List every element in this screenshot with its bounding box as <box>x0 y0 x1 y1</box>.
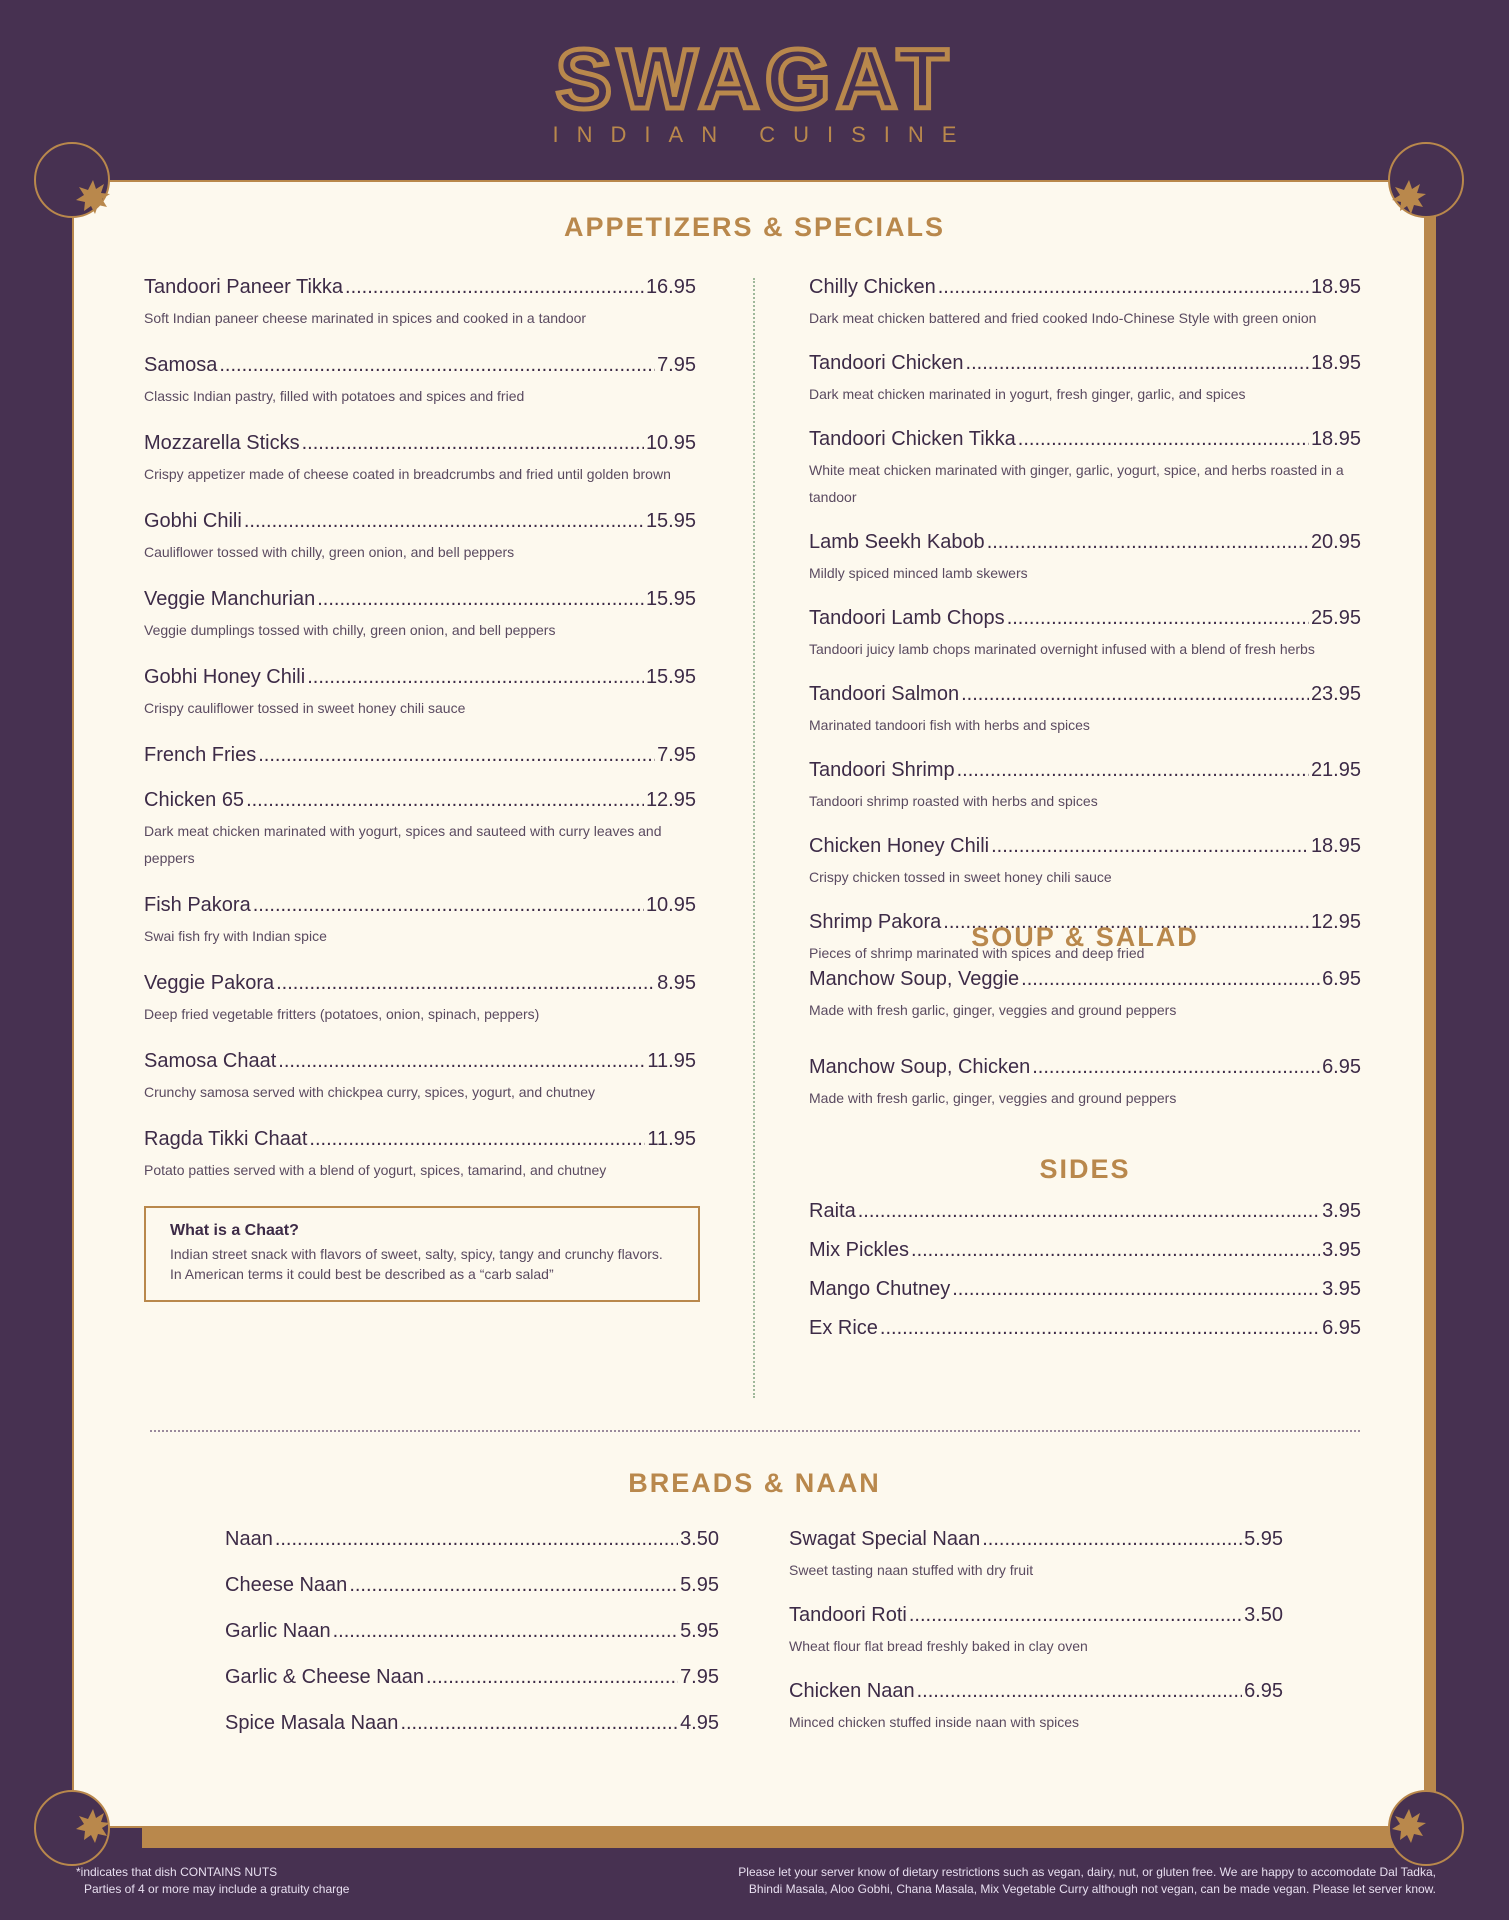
menu-item-price: 6.95 <box>1322 968 1361 990</box>
menu-item-name: Lamb Seekh Kabob <box>809 531 985 553</box>
menu-item-row <box>809 1278 1361 1301</box>
menu-item-price: 15.95 <box>645 666 696 688</box>
soup-salad-list <box>809 968 1361 1144</box>
menu-item <box>809 1278 1361 1301</box>
menu-item-description: Classic Indian pastry, filled with potatoes and spices and fried <box>144 388 525 404</box>
menu-item-description: Crunchy samosa served with chickpea curry, spices, yogurt, and chutney <box>144 1084 596 1100</box>
menu-item-name: Manchow Soup, Veggie <box>809 968 1020 990</box>
menu-item-name: Garlic & Cheese Naan <box>225 1666 424 1688</box>
menu-item-row <box>144 744 696 767</box>
soup-salad-title: SOUP & SALAD <box>971 922 1199 952</box>
menu-item-description: Made with fresh garlic, ginger, veggies and ground peppers <box>809 1002 1177 1018</box>
menu-item-name: Veggie Manchurian <box>144 588 316 610</box>
appetizers-left-column <box>144 276 696 1206</box>
dot-leader <box>957 759 1309 782</box>
menu-item-price: 18.95 <box>1310 835 1361 857</box>
menu-item-name: Gobhi Honey Chili <box>144 666 306 688</box>
menu-item-price: 3.50 <box>1244 1604 1283 1626</box>
sides-list <box>809 1200 1361 1356</box>
menu-item-price: 11.95 <box>647 1128 696 1150</box>
menu-item-name: Swagat Special Naan <box>789 1528 981 1550</box>
dot-leader <box>917 1680 1242 1703</box>
menu-item-row <box>809 968 1361 991</box>
nuts-note: *indicates that dish CONTAINS NUTS <box>76 1865 278 1879</box>
dot-leader <box>309 1128 645 1151</box>
menu-item <box>144 1128 696 1184</box>
menu-item-description: Tandoori shrimp roasted with herbs and spices <box>809 793 1098 809</box>
dot-leader <box>278 1050 645 1073</box>
menu-item-name: Chilly Chicken <box>809 276 936 298</box>
menu-item-description: Swai fish fry with Indian spice <box>144 928 327 944</box>
menu-item-description: Marinated tandoori fish with herbs and spices <box>809 717 1090 733</box>
menu-item <box>809 1056 1361 1112</box>
menu-item-price: 7.95 <box>680 1666 719 1688</box>
menu-item-price: 6.95 <box>1244 1680 1283 1702</box>
dot-leader <box>307 666 644 689</box>
menu-item-row <box>789 1604 1283 1627</box>
menu-item <box>809 428 1361 511</box>
dot-leader <box>258 744 655 767</box>
menu-item-name: Cheese Naan <box>225 1574 348 1596</box>
swagat-logo <box>535 34 975 118</box>
menu-item-price: 15.95 <box>645 588 696 610</box>
menu-item-name: Ragda Tikki Chaat <box>144 1128 308 1150</box>
dot-leader <box>966 352 1309 375</box>
menu-item-row <box>144 789 696 812</box>
menu-item-row <box>144 588 696 611</box>
menu-item-price: 18.95 <box>1310 428 1361 450</box>
tagline: INDIAN CUISINE <box>552 122 975 147</box>
chaat-info-title: What is a Chaat? <box>170 1222 299 1239</box>
menu-item-row <box>225 1666 719 1689</box>
menu-item <box>144 432 696 488</box>
menu-item-name: Chicken 65 <box>144 789 245 811</box>
menu-item-row <box>809 1056 1361 1079</box>
menu-item-price: 20.95 <box>1310 531 1361 553</box>
menu-item-row <box>789 1680 1283 1703</box>
menu-item-row <box>144 276 696 299</box>
menu-item <box>809 759 1361 815</box>
menu-item-name: Manchow Soup, Chicken <box>809 1056 1031 1078</box>
dot-leader <box>1018 428 1309 451</box>
menu-item-price: 7.95 <box>657 744 696 766</box>
menu-item-price: 6.95 <box>1322 1317 1361 1339</box>
dot-leader <box>333 1620 678 1643</box>
menu-item-description: White meat chicken marinated with ginger, garlic, yogurt, spice, and herbs roasted in a tandoor <box>809 462 1344 505</box>
menu-item-price: 5.95 <box>680 1620 719 1642</box>
menu-item <box>225 1712 719 1735</box>
menu-item-name: Ex Rice <box>809 1317 878 1339</box>
menu-item-name: Tandoori Salmon <box>809 683 960 705</box>
brand-header <box>0 34 1509 148</box>
menu-item-name: Mix Pickles <box>809 1239 910 1261</box>
dot-leader <box>952 1278 1320 1301</box>
menu-item-name: Tandoori Shrimp <box>809 759 955 781</box>
dot-leader <box>938 276 1309 299</box>
menu-item-name: Gobhi Chili <box>144 510 242 532</box>
dot-leader <box>302 432 644 455</box>
menu-item <box>144 789 696 872</box>
menu-item-name: Spice Masala Naan <box>225 1712 399 1734</box>
star-burst-icon <box>76 1809 110 1843</box>
menu-item-name: Shrimp Pakora <box>809 911 942 933</box>
dot-leader <box>961 683 1309 706</box>
dot-leader <box>880 1317 1320 1340</box>
menu-item-row <box>144 1128 696 1151</box>
menu-item-description: Veggie dumplings tossed with chilly, green onion, and bell peppers <box>144 622 556 638</box>
menu-item-price: 25.95 <box>1310 607 1361 629</box>
section-divider <box>150 1430 1360 1432</box>
menu-item-name: Raita <box>809 1200 856 1222</box>
dot-leader <box>246 789 644 812</box>
menu-item <box>144 894 696 950</box>
menu-item-row <box>809 683 1361 706</box>
menu-item <box>225 1574 719 1597</box>
menu-item-name: Mango Chutney <box>809 1278 951 1300</box>
menu-item-description: Made with fresh garlic, ginger, veggies and ground peppers <box>809 1090 1177 1106</box>
menu-item-row <box>225 1620 719 1643</box>
menu-item-price: 3.95 <box>1322 1200 1361 1222</box>
menu-item-name: Tandoori Chicken <box>809 352 964 374</box>
menu-item-description: Sweet tasting naan stuffed with dry fruit <box>789 1562 1034 1578</box>
menu-item-price: 16.95 <box>645 276 696 298</box>
menu-item-row <box>144 666 696 689</box>
menu-item-name: Fish Pakora <box>144 894 251 916</box>
menu-item-price: 11.95 <box>647 1050 696 1072</box>
dot-leader <box>1032 1056 1320 1079</box>
menu-item <box>789 1680 1283 1736</box>
menu-item-price: 5.95 <box>1244 1528 1283 1550</box>
menu-item-price: 3.95 <box>1322 1278 1361 1300</box>
menu-item-name: French Fries <box>144 744 257 766</box>
dot-leader <box>244 510 644 533</box>
menu-item-row <box>144 1050 696 1073</box>
menu-item-price: 6.95 <box>1322 1056 1361 1078</box>
menu-item-price: 10.95 <box>645 894 696 916</box>
menu-item <box>809 276 1361 332</box>
menu-item-name: Veggie Pakora <box>144 972 275 994</box>
menu-item-name: Tandoori Roti <box>789 1604 907 1626</box>
menu-item-row <box>144 354 696 377</box>
menu-item-price: 15.95 <box>645 510 696 532</box>
menu-item-row <box>144 510 696 533</box>
menu-item-price: 10.95 <box>645 432 696 454</box>
menu-item-description: Dark meat chicken marinated with yogurt, spices and sauteed with curry leaves and peppers <box>144 823 662 866</box>
menu-item <box>144 588 696 644</box>
menu-item-row <box>225 1528 719 1551</box>
dot-leader <box>1021 968 1320 991</box>
menu-item-row <box>809 428 1361 451</box>
menu-item-name: Samosa <box>144 354 218 376</box>
dot-leader <box>982 1528 1242 1551</box>
menu-item-name: Chicken Honey Chili <box>809 835 990 857</box>
dot-leader <box>253 894 644 917</box>
dot-leader <box>1007 607 1309 630</box>
dot-leader <box>349 1574 678 1597</box>
menu-item <box>809 683 1361 739</box>
dot-leader <box>987 531 1309 554</box>
footer-notes-right <box>586 1864 1436 1898</box>
appetizers-title: APPETIZERS & SPECIALS <box>563 212 946 242</box>
menu-item-row <box>809 1200 1361 1223</box>
dot-leader <box>909 1604 1242 1627</box>
menu-item-row <box>809 531 1361 554</box>
star-burst-icon <box>76 180 110 214</box>
menu-item-description: Deep fried vegetable fritters (potatoes, onion, spinach, peppers) <box>144 1006 540 1022</box>
menu-item <box>225 1666 719 1689</box>
menu-item <box>144 666 696 722</box>
menu-item-row <box>225 1712 719 1735</box>
menu-item-name: Tandoori Paneer Tikka <box>144 276 344 298</box>
menu-item-price: 23.95 <box>1310 683 1361 705</box>
menu-item-row <box>809 1239 1361 1262</box>
menu-item-price: 21.95 <box>1310 759 1361 781</box>
menu-item-row <box>809 1317 1361 1340</box>
menu-item <box>225 1620 719 1643</box>
menu-item-description: Soft Indian paneer cheese marinated in spices and cooked in a tandoor <box>144 310 587 326</box>
menu-item-row <box>789 1528 1283 1551</box>
menu-item-description: Mildly spiced minced lamb skewers <box>809 565 1028 581</box>
menu-item-name: Tandoori Chicken Tikka <box>809 428 1016 450</box>
menu-item-price: 3.50 <box>680 1528 719 1550</box>
menu-item-row <box>809 835 1361 858</box>
menu-item-row <box>809 352 1361 375</box>
menu-item <box>144 972 696 1028</box>
menu-item-price: 18.95 <box>1310 276 1361 298</box>
menu-item <box>144 354 696 410</box>
chaat-info-box <box>144 1206 700 1302</box>
menu-item <box>809 352 1361 408</box>
menu-item-price: 5.95 <box>680 1574 719 1596</box>
menu-item-description: Cauliflower tossed with chilly, green onion, and bell peppers <box>144 544 515 560</box>
dot-leader <box>275 1528 678 1551</box>
menu-item <box>809 835 1361 891</box>
dot-leader <box>991 835 1309 858</box>
menu-item-row <box>809 759 1361 782</box>
dot-leader <box>219 354 655 377</box>
menu-item-row <box>144 972 696 995</box>
menu-item-description: Wheat flour flat bread freshly baked in clay oven <box>789 1638 1088 1654</box>
menu-item-description: Dark meat chicken marinated in yogurt, fresh ginger, garlic, and spices <box>809 386 1246 402</box>
menu-item-name: Chicken Naan <box>789 1680 915 1702</box>
menu-item <box>144 276 696 332</box>
dot-leader <box>317 588 644 611</box>
menu-item-name: Tandoori Lamb Chops <box>809 607 1005 629</box>
menu-item-description: Crispy appetizer made of cheese coated in breadcrumbs and fried until golden brown <box>144 466 671 482</box>
brand-name: SWAGAT <box>555 34 954 118</box>
menu-item <box>144 1050 696 1106</box>
chaat-info-text: Indian street snack with flavors of sweet, salty, spicy, tangy and crunchy flavors. In American terms it could best be described as a “carb salad” <box>170 1246 663 1282</box>
menu-item-price: 12.95 <box>645 789 696 811</box>
dot-leader <box>276 972 655 995</box>
menu-item-description: Potato patties served with a blend of yogurt, spices, tamarind, and chutney <box>144 1162 607 1178</box>
menu-item-description: Pieces of shrimp marinated with spices and deep fried <box>809 945 1145 961</box>
gratuity-note: Parties of 4 or more may include a gratuity charge <box>84 1882 350 1896</box>
menu-item-price: 7.95 <box>657 354 696 376</box>
menu-item <box>809 531 1361 587</box>
menu-item <box>144 510 696 566</box>
footer-notes-left <box>76 1864 349 1898</box>
breads-left-column <box>225 1528 719 1758</box>
dietary-note-line2: Bhindi Masala, Aloo Gobhi, Chana Masala, Mix Vegetable Curry although not vegan, can be made vegan. Please let server know. <box>748 1882 1436 1896</box>
menu-item <box>144 744 696 767</box>
menu-item <box>809 1317 1361 1340</box>
breads-right-column <box>789 1528 1283 1756</box>
menu-item-price: 8.95 <box>657 972 696 994</box>
menu-item-name: Mozzarella Sticks <box>144 432 300 454</box>
menu-item-name: Naan <box>225 1528 273 1550</box>
menu-item-row <box>809 607 1361 630</box>
menu-item-price: 3.95 <box>1322 1239 1361 1261</box>
menu-item <box>225 1528 719 1551</box>
menu-item-name: Samosa Chaat <box>144 1050 277 1072</box>
sides-title: SIDES <box>1039 1154 1131 1184</box>
menu-item-name: Garlic Naan <box>225 1620 331 1642</box>
menu-item-row <box>144 894 696 917</box>
menu-item-description: Crispy cauliflower tossed in sweet honey chili sauce <box>144 700 466 716</box>
menu-item-price: 12.95 <box>1310 911 1361 933</box>
dot-leader <box>858 1200 1320 1223</box>
menu-item-row <box>225 1574 719 1597</box>
menu-item <box>809 607 1361 663</box>
column-divider <box>753 278 755 1398</box>
menu-item <box>809 1200 1361 1223</box>
dot-leader <box>400 1712 678 1735</box>
menu-item-price: 4.95 <box>680 1712 719 1734</box>
breads-title: BREADS & NAAN <box>628 1468 881 1498</box>
dietary-note-line1: Please let your server know of dietary restrictions such as vegan, dairy, nut, or gluten free. We are happy to accomodate Dal Tadka, <box>738 1865 1436 1879</box>
dot-leader <box>345 276 644 299</box>
menu-item <box>809 1239 1361 1262</box>
menu-item-description: Crispy chicken tossed in sweet honey chili sauce <box>809 869 1112 885</box>
menu-item-row <box>144 432 696 455</box>
dot-leader <box>911 1239 1320 1262</box>
menu-item-price: 18.95 <box>1310 352 1361 374</box>
menu-item <box>789 1604 1283 1660</box>
menu-item <box>809 968 1361 1024</box>
menu-item-description: Dark meat chicken battered and fried cooked Indo-Chinese Style with green onion <box>809 310 1317 326</box>
menu-item-description: Minced chicken stuffed inside naan with spices <box>789 1714 1080 1730</box>
menu-item-row <box>809 276 1361 299</box>
menu-item <box>789 1528 1283 1584</box>
dot-leader <box>426 1666 678 1689</box>
appetizers-right-column <box>809 276 1361 987</box>
menu-item-description: Tandoori juicy lamb chops marinated overnight infused with a blend of fresh herbs <box>809 641 1315 657</box>
star-burst-icon <box>1392 1809 1426 1843</box>
star-burst-icon <box>1392 180 1426 214</box>
